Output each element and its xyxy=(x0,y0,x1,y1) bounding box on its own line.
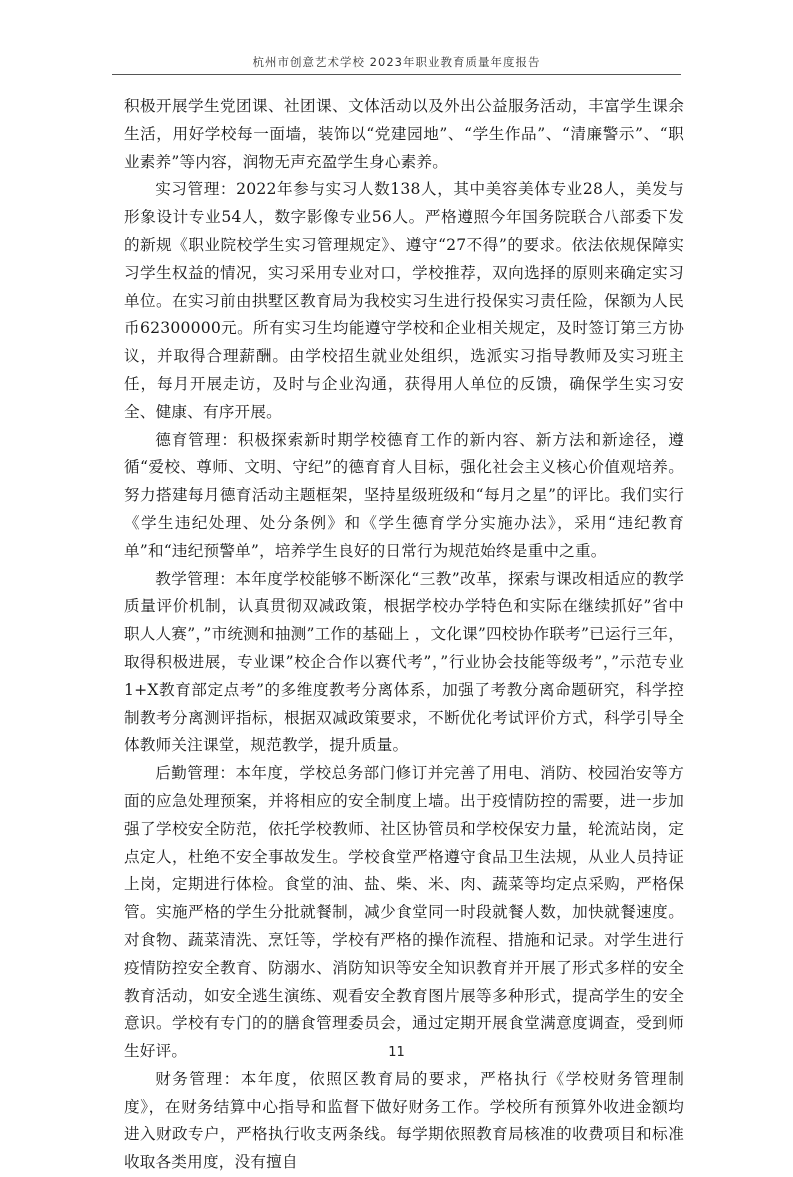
paragraph-moral-education-management: 德育管理：积极探索新时期学校德育工作的新内容、新方法和新途径，遵循“爱校、尊师、文明、守纪”的德育育人目标，强化社会主义核心价值观培养。努力搭建每月德育活动主题框架，坚持星级班级和“每月之星”的评比。我们实行《学生违纪处理、处分条例》和《学生德育学分实施办法》，采用“违纪教育单”和“违纪预警单”，培养学生良好的日常行为规范始终是重中之重。 xyxy=(124,430,684,560)
running-header: 杭州市创意艺术学校 2023年职业教育质量年度报告 xyxy=(252,55,541,69)
header-divider xyxy=(112,74,681,75)
paragraph-continuation: 积极开展学生党团课、社团课、文体活动以及外出公益服务活动，丰富学生课余生活，用好学校每一面墙，装饰以“党建园地”、“学生作品”、“清廉警示”、“职业素养”等内容，润物无声充盈学生身心素养。 xyxy=(124,97,684,171)
paragraph-teaching-management: 教学管理：本年度学校能够不断深化“三教”改革，探索与课改相适应的教学质量评价机制，认真贯彻双减政策，根据学校办学特色和实际在继续抓好”省中职人人赛”，”市统测和抽测”工作的基础上 ，文化课”四校协作联考”已运行三年，取得积极进展，专业课”校企合作以赛代考”，”行业协会技能等级考”，”示范专业1+X教育部定点考”的多维度教考分离体系，加强了考教分离命题研究，科学控制教考分离测评指标，根据双减政策要求，不断优化考试评价方式，科学引导全体教师关注课堂，规范教学，提升质量。 xyxy=(124,569,684,755)
body-text xyxy=(124,93,684,1177)
paragraph-finance-management: 财务管理：本年度，依照区教育局的要求，严格执行《学校财务管理制度》，在财务结算中心指导和监督下做好财务工作。学校所有预算外收进金额均进入财政专户，严格执行收支两条线。每学期依照教育局核准的收费项目和标准收取各类用度，没有擅自 xyxy=(124,1069,684,1172)
paragraph-logistics-management: 后勤管理：本年度，学校总务部门修订并完善了用电、消防、校园治安等方面的应急处理预案，并将相应的安全制度上墙。出于疫情防控的需要，进一步加强了学校安全防范，依托学校教师、社区协管员和学校保安力量，轮流站岗，定点定人，杜绝不安全事故发生。学校食堂严格遵守食品卫生法规，从业人员持证上岗，定期进行体检。食堂的油、盐、柴、米、肉、蔬菜等均定点采购，严格保管。实施严格的学生分批就餐制，减少食堂同一时段就餐人数，加快就餐速度。对食物、蔬菜清洗、烹饪等，学校有严格的操作流程、措施和记录。对学生进行疫情防控安全教育、防溺水、消防知识等安全知识教育并开展了形式多样的安全教育活动，如安全逃生演练、观看安全教育图片展等多种形式，提高学生的安全意识。学校有专门的的膳食管理委员会，通过定期开展食堂满意度调查，受到师生好评。 xyxy=(124,764,684,1061)
page-number: 11 xyxy=(388,1045,405,1060)
paragraph-internship-management: 实习管理：2022年参与实习人数138人，其中美容美体专业28人，美发与形象设计专业54人，数字影像专业56人。严格遵照今年国务院联合八部委下发的新规《职业院校学生实习管理规定》、遵守“27不得”的要求。依法依规保障实习学生权益的情况，实习采用专业对口，学校推荐，双向选择的原则来确定实习单位。在实习前由拱墅区教育局为我校实习生进行投保实习责任险，保额为人民币62300000元。所有实习生均能遵守学校和企业相关规定，及时签订第三方协议，并取得合理薪酬。由学校招生就业处组织，选派实习指导教师及实习班主任，每月开展走访，及时与企业沟通，获得用人单位的反馈，确保学生实习安全、健康、有序开展。 xyxy=(124,180,684,421)
